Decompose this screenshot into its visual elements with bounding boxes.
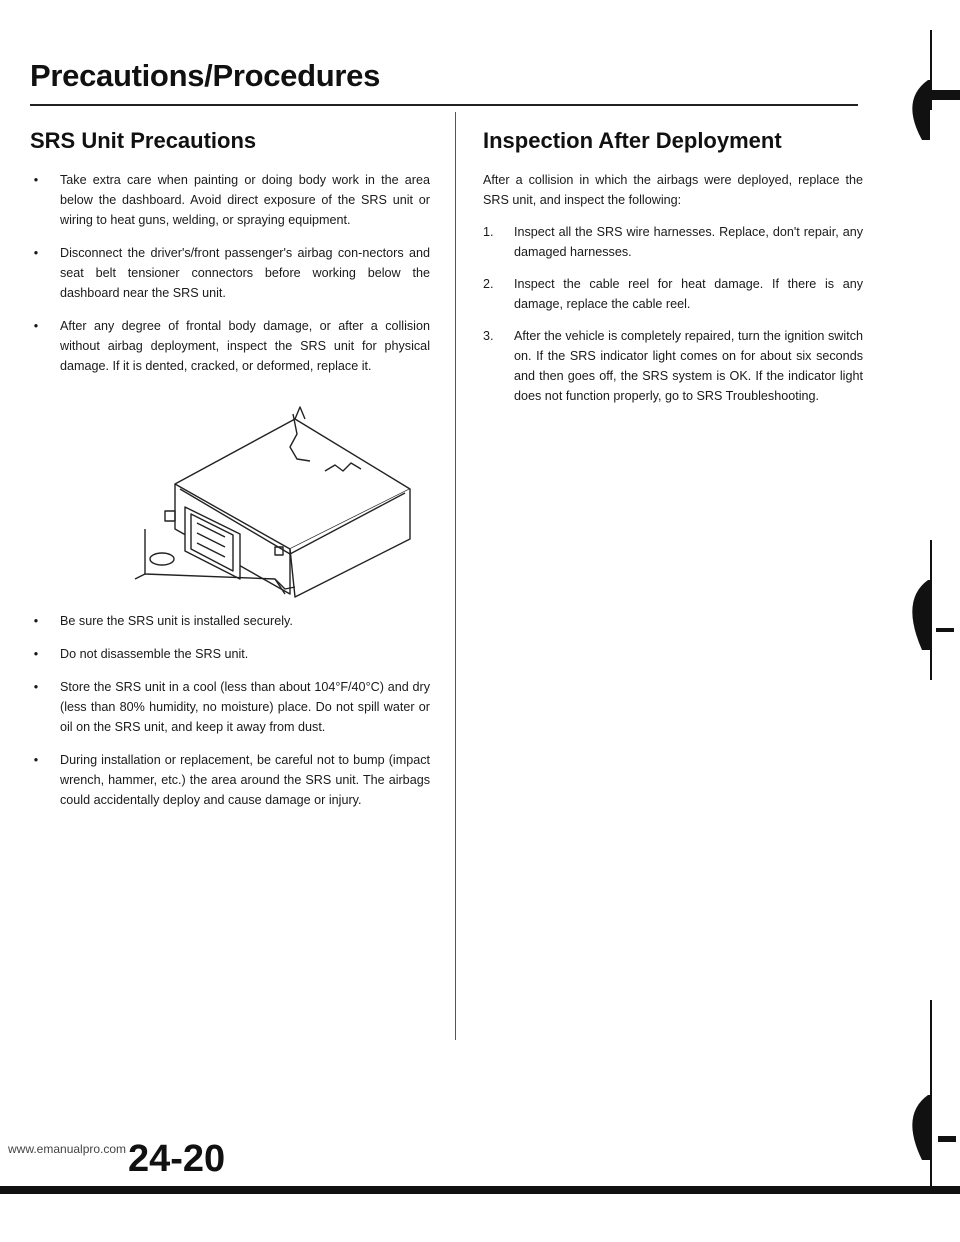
bullet-icon: • <box>33 246 39 260</box>
list-item: 3. After the vehicle is completely repaired, turn the ignition switch on. If the SRS indicator light comes on for about six seconds and then goes off, the SRS system is OK. If the indicator light does not function properly, go to SRS Troubleshooting. <box>483 326 863 406</box>
precautions-list-bottom <box>30 611 430 810</box>
page-title: Precautions/Procedures <box>30 58 381 93</box>
step-number: 2. <box>483 277 494 291</box>
list-item: 2. Inspect the cable reel for heat damage. If there is any damage, replace the cable reel. <box>483 274 863 314</box>
inspection-steps <box>483 222 863 406</box>
list-item: • Take extra care when painting or doing body work in the area below the dashboard. Avoid direct exposure of the SRS unit or wiring to heat guns, welding, or spraying equipment. <box>30 170 430 230</box>
list-item: • After any degree of frontal body damage, or after a collision without airbag deployment, inspect the SRS unit for physical damage. If it is dented, cracked, or deformed, replace it. <box>30 316 430 376</box>
title-rule <box>30 104 858 106</box>
site-watermark: www.emanualpro.com <box>8 1142 127 1156</box>
bullet-icon: • <box>33 647 39 661</box>
bullet-icon: • <box>33 173 39 187</box>
list-item: • Be sure the SRS unit is installed securely. <box>30 611 430 631</box>
edge-tab-marks <box>860 0 960 1242</box>
srs-unit-precautions-heading: SRS Unit Precautions <box>30 128 257 153</box>
step-number: 1. <box>483 225 494 239</box>
bullet-icon: • <box>33 680 39 694</box>
list-item: • Do not disassemble the SRS unit. <box>30 644 430 664</box>
list-item: • During installation or replacement, be careful not to bump (impact wrench, hammer, etc.) the area around the SRS unit. The airbags could accidentally deploy and cause damage or injury. <box>30 750 430 810</box>
inspection-after-deployment-heading: Inspection After Deployment <box>483 128 782 153</box>
left-column <box>30 110 430 823</box>
page-number: 24-20 <box>128 1138 226 1180</box>
bullet-icon: • <box>33 753 39 767</box>
inspection-intro: After a collision in which the airbags were deployed, replace the SRS unit, and inspect the following: <box>483 173 863 207</box>
srs-unit-illustration <box>125 389 425 599</box>
step-number: 3. <box>483 329 494 343</box>
column-divider <box>455 112 456 1040</box>
bullet-icon: • <box>33 319 39 333</box>
list-item: • Disconnect the driver's/front passenger's airbag con-nectors and seat belt tensioner connectors before working below the dashboard near the SRS unit. <box>30 243 430 303</box>
list-item: • Store the SRS unit in a cool (less than about 104°F/40°C) and dry (less than 80% humidity, no moisture) place. Do not spill water or oil on the SRS unit, and keep it away from dust. <box>30 677 430 737</box>
bottom-band <box>0 1186 960 1194</box>
list-item: 1. Inspect all the SRS wire harnesses. Replace, don't repair, any damaged harnesses. <box>483 222 863 262</box>
precautions-list-top <box>30 170 430 376</box>
bullet-icon: • <box>33 614 39 628</box>
right-column <box>483 110 863 418</box>
